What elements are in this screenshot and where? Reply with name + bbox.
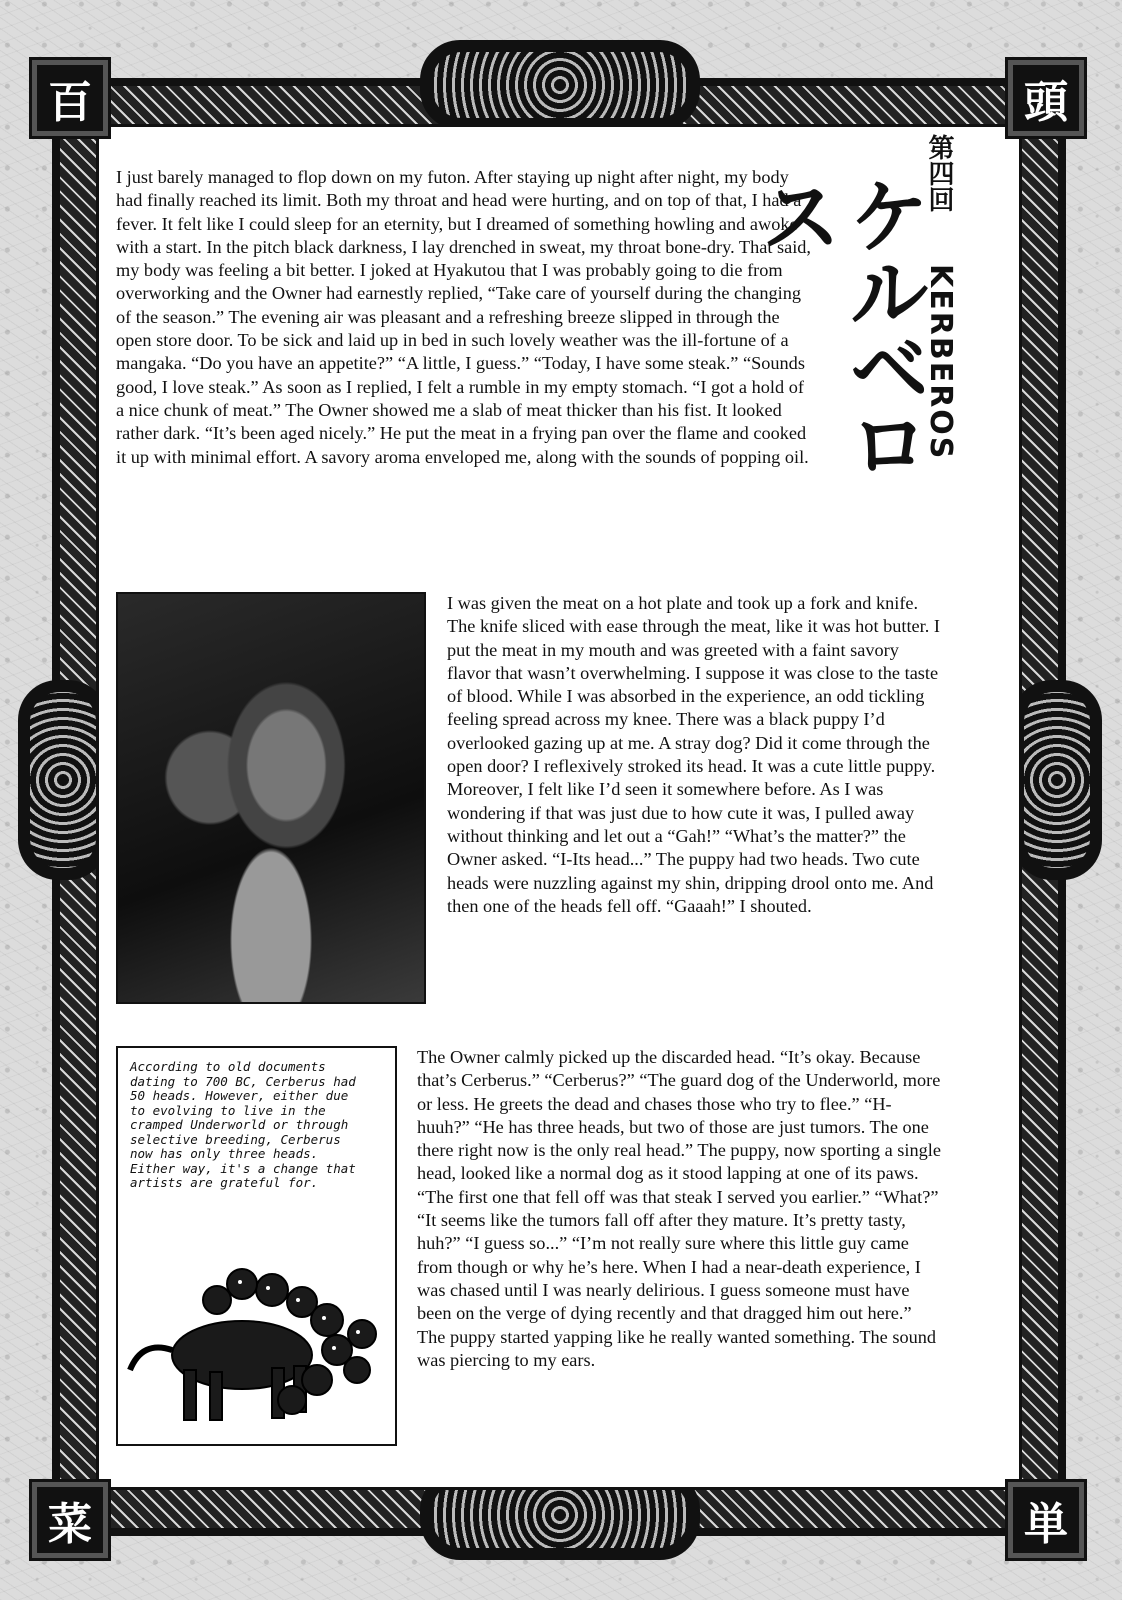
celtic-knot-left [18, 680, 108, 880]
chapter-title [747, 134, 958, 534]
title-japanese: ケルベロス [747, 174, 930, 478]
sidebar-handwritten-note: According to old documents dating to 700 BC, Cerberus had 50 heads. However, either due to evolving to live in the cramped Underworld or through selective breeding, Cerberus now has only three heads. Either way, it's a change that artists are grateful for. [130, 1059, 356, 1190]
corner-kanji-bottom-right: 単 [1008, 1482, 1084, 1558]
corner-kanji-top-left: 百 [32, 60, 108, 136]
puppy-photo [116, 592, 426, 1004]
cerberus-sketch-icon [122, 1250, 392, 1430]
chapter-number: 第四回 [924, 134, 954, 212]
corner-kanji-top-right: 頭 [1008, 60, 1084, 136]
story-paragraph-1: I just barely managed to flop down on my futon. After staying up night after night, my body had finally reached its limit. Both my throat and head were hurting, and on top of that, I had a fever. It felt like I could sleep for an eternity, but I dreamed of something howling and awoke with a start. In the pitch black darkness, I lay drenched in sweat, my throat bone-dry. That said, my body was feeling a bit better. I joked at Hyakutou that I was probably going to die from overworking and the Owner had earnestly replied, “Take care of yourself during the changing of the season.” The evening air was pleasant and a refreshing breeze slipped in through the open store door. To be sick and laid up in bed in such lovely weather was the ill-fortune of a mangaka. “Do you have an appetite?” “A little, I guess.” “Today, I have some steak.” “Sounds good, I love steak.” As soon as I replied, I felt a rumble in my empty stomach. “I got a hold of a nice chunk of meat.” The Owner showed me a slab of meat thicker than his fist. It looked rather dark. “It’s been aged nicely.” He put the meat in a frying pan over the flame and cooked it up with minimal effort. A savory aroma enveloped me, along with the sounds of popping oil. [116, 167, 811, 467]
corner-kanji-bottom-left: 菜 [32, 1482, 108, 1558]
celtic-knot-top [420, 40, 700, 130]
celtic-knot-right [1012, 680, 1102, 880]
title-english: KERBEROS [923, 264, 958, 461]
story-paragraph-3: The Owner calmly picked up the discarded head. “It’s okay. Because that’s Cerberus.” “Cerberus?” “The guard dog of the Underworld, more or less. He greets the dead and chases those who try to flee.” “H-huuh?” “He has three heads, but two of those are just tumors. The one there right now is the only real head.” The puppy, now sporting a single head, looked like a normal dog as it stood lapping at one of its paws. “The first one that fell off was that steak I served you earlier.” “What?” “It seems like the tumors fall off after they mature. It’s pretty tasty, huh?” “I guess so...” “I’m not really sure where this little guy came from though or why he’s here. When I had a near-death experience, I was chased until I was nearly delirious. I guess someone must have been on the verge of dying recently and that dragged him out here.” The puppy started yapping like he really wanted something. The sound was piercing to my ears. [417, 1047, 941, 1370]
story-paragraph-2: I was given the meat on a hot plate and took up a fork and knife. The knife sliced with ease through the meat, like it was hot butter. I put the meat in my mouth and was greeted with a faint savory flavor that wasn’t overwhelming. I suppose it was close to the taste of blood. While I was absorbed in the experience, an odd tickling feeling spread across my knee. There was a black puppy I’d overlooked gazing up at me. A stray dog? Did it come through the open door? I reflexively stroked its head. It was a cute little puppy. Moreover, I felt like I’d seen it somewhere before. As I was wondering if that was just due to how cute it was, I pulled away without thinking and let out a “Gah!” “What’s the matter?” the Owner asked. “I-Its head...” The puppy had two heads. Two cute heads were nuzzling against my shin, dripping drool onto me. And then one of the heads fell off. “Gaaah!” I shouted. [447, 593, 940, 916]
